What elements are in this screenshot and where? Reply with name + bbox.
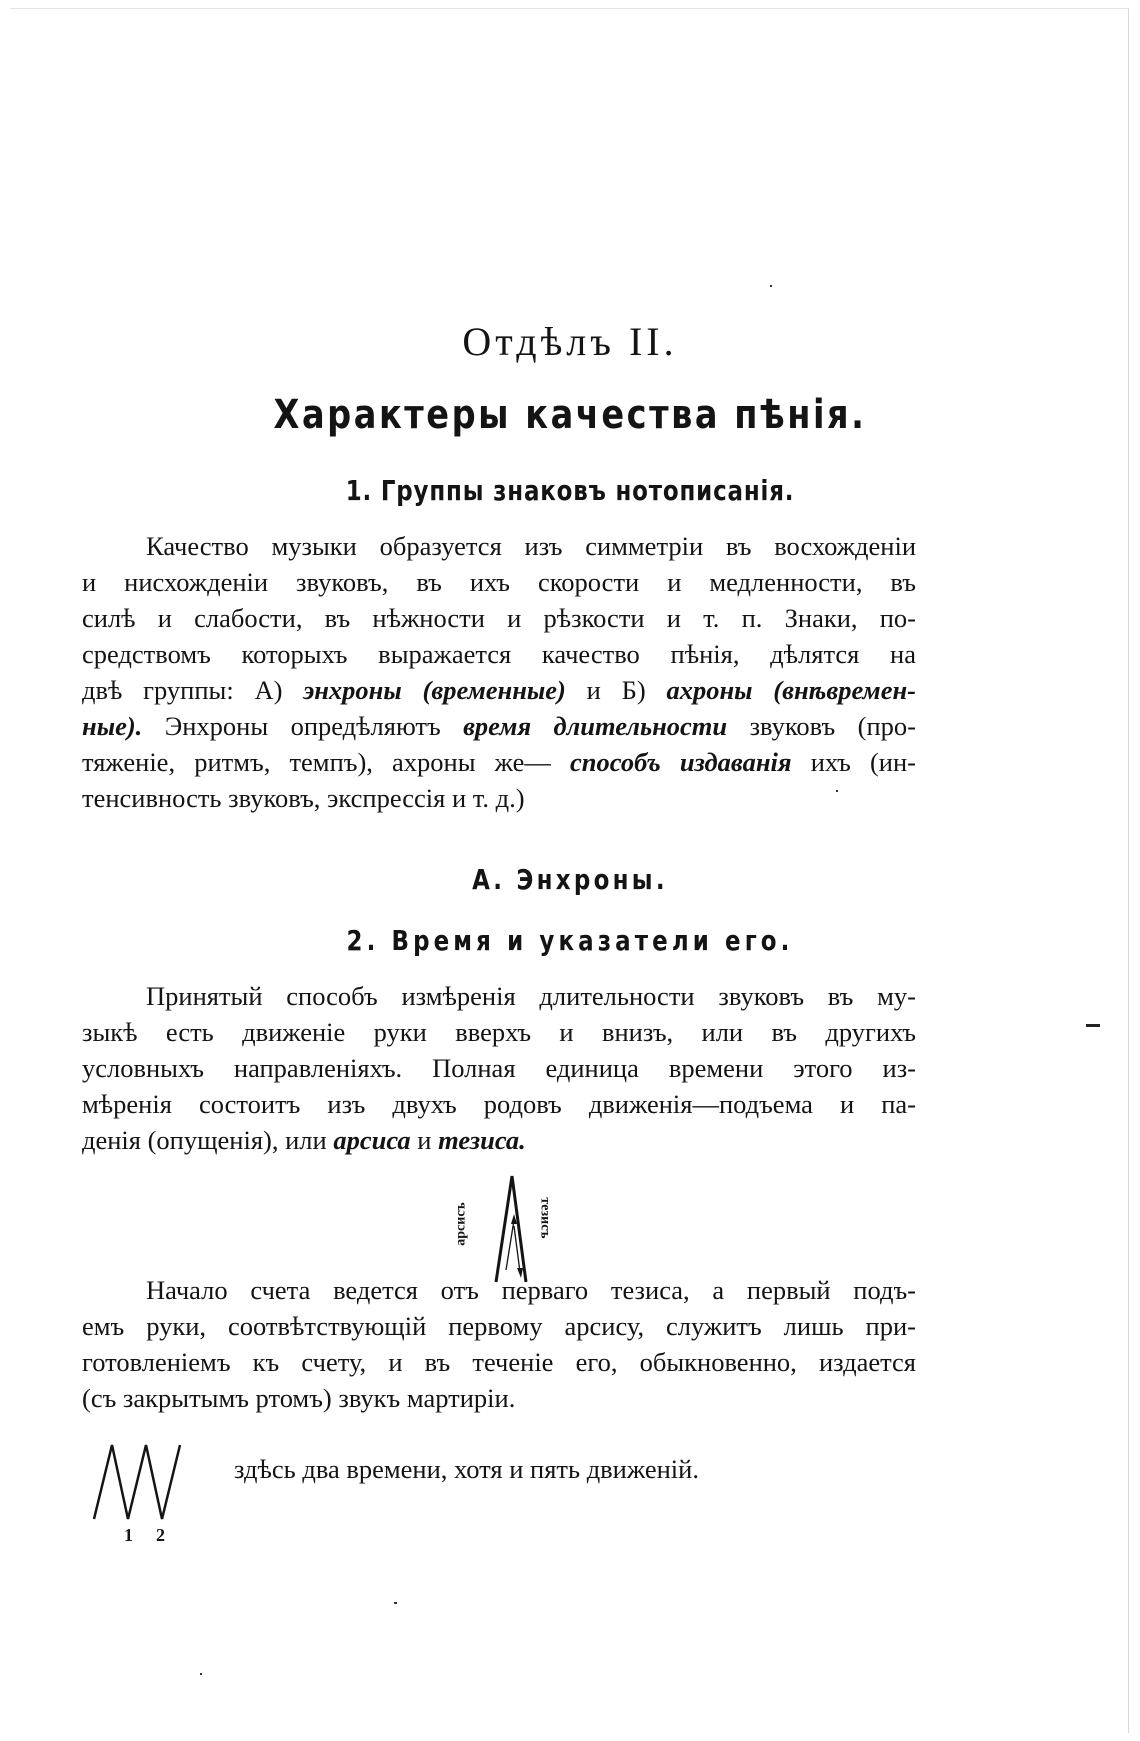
text-line — [82, 744, 916, 780]
paragraph-quality — [82, 528, 916, 816]
term-production: способъ издаванія — [570, 747, 792, 777]
section-title: Характеры качества пѣнія. — [273, 392, 867, 438]
text-line: (съ закрытымъ ртомъ) звукъ мартиріи. — [82, 1383, 516, 1413]
text-run: звуковъ (про- — [727, 711, 916, 741]
text-run: Энхроны опредѣляютъ — [142, 711, 464, 741]
text-line: и нисхожденіи звуковъ, въ ихъ скорости и медленности, въ — [82, 567, 916, 597]
text-run: денія (опущенія), или — [82, 1125, 334, 1155]
section-label: Отдѣлъ II. — [462, 319, 678, 364]
text-run: ихъ (ин- — [791, 747, 916, 777]
speck — [394, 1602, 397, 1604]
count-number: 2 — [156, 1525, 165, 1545]
term-duration: время длительности — [463, 711, 728, 741]
text-line: зыкѣ есть движеніе руки вверхъ и внизъ, или въ другихъ — [82, 1017, 916, 1047]
text-line: Начало счета ведется отъ перваго тезиса, а первый подъ- — [146, 1275, 916, 1305]
text-run: тяженіе, ритмъ, темпъ), ахроны же— — [82, 747, 571, 777]
text-line: Качество музыки образуется изъ симметріи въ восхожденіи — [146, 531, 916, 561]
text-run: двѣ группы: А) — [82, 675, 304, 705]
text-line: мѣренія состоитъ изъ двухъ родовъ движенія—подъема и па- — [82, 1089, 916, 1119]
subheading-time: 2. Время и указатели его. — [346, 924, 794, 957]
term-thesis: тезиса. — [438, 1125, 526, 1155]
text-line — [82, 708, 916, 744]
arsis-arrow-line — [506, 1220, 514, 1270]
text-line: готовленіемъ къ счету, и въ теченіе его, обыкновенно, издается — [82, 1347, 916, 1377]
subheading-enchrony: А. Энхроны. — [472, 863, 668, 896]
term-achrony-end: ные). — [82, 711, 143, 741]
speck — [770, 285, 772, 287]
text-line: силѣ и слабости, въ нѣжности и рѣзкости и т. п. Знаки, по- — [82, 603, 916, 633]
five-movements-diagram — [88, 1441, 198, 1521]
text-run: и — [410, 1125, 439, 1155]
text-run: и Б) — [565, 675, 667, 705]
movement-zigzag — [94, 1445, 180, 1519]
text-line — [82, 1122, 916, 1158]
arsis-label: арсисъ — [453, 1202, 469, 1246]
speck — [200, 1673, 202, 1675]
term-achrony: ахроны (внѣвремен- — [666, 675, 917, 705]
paragraph-time — [82, 978, 916, 1158]
diagram-caption: здѣсь два времени, хотя и пять движеній. — [234, 1454, 699, 1484]
count-number: 1 — [124, 1525, 133, 1545]
thesis-label: тезисъ — [537, 1197, 553, 1239]
arsis-stroke — [496, 1176, 512, 1282]
subheading-groups: 1. Группы знаковъ нотописанія. — [345, 474, 795, 507]
text-line: Принятый способъ измѣренія длительности звуковъ въ му- — [146, 981, 916, 1011]
term-enchrony: энхроны (временные) — [303, 675, 566, 705]
text-line — [82, 672, 916, 708]
paragraph-counting — [82, 1272, 916, 1416]
text-line: средствомъ которыхъ выражается качество пѣнія, дѣлятся на — [82, 639, 916, 669]
text-line: тенсивность звуковъ, экспрессія и т. д.) — [82, 783, 525, 813]
edge-mark — [1086, 1024, 1100, 1027]
text-line: емъ руки, соотвѣтствующій первому арсису, служитъ лишь при- — [82, 1311, 916, 1341]
term-arsis: арсиса — [333, 1125, 411, 1155]
text-line: условныхъ направленіяхъ. Полная единица времени этого из- — [82, 1053, 916, 1083]
